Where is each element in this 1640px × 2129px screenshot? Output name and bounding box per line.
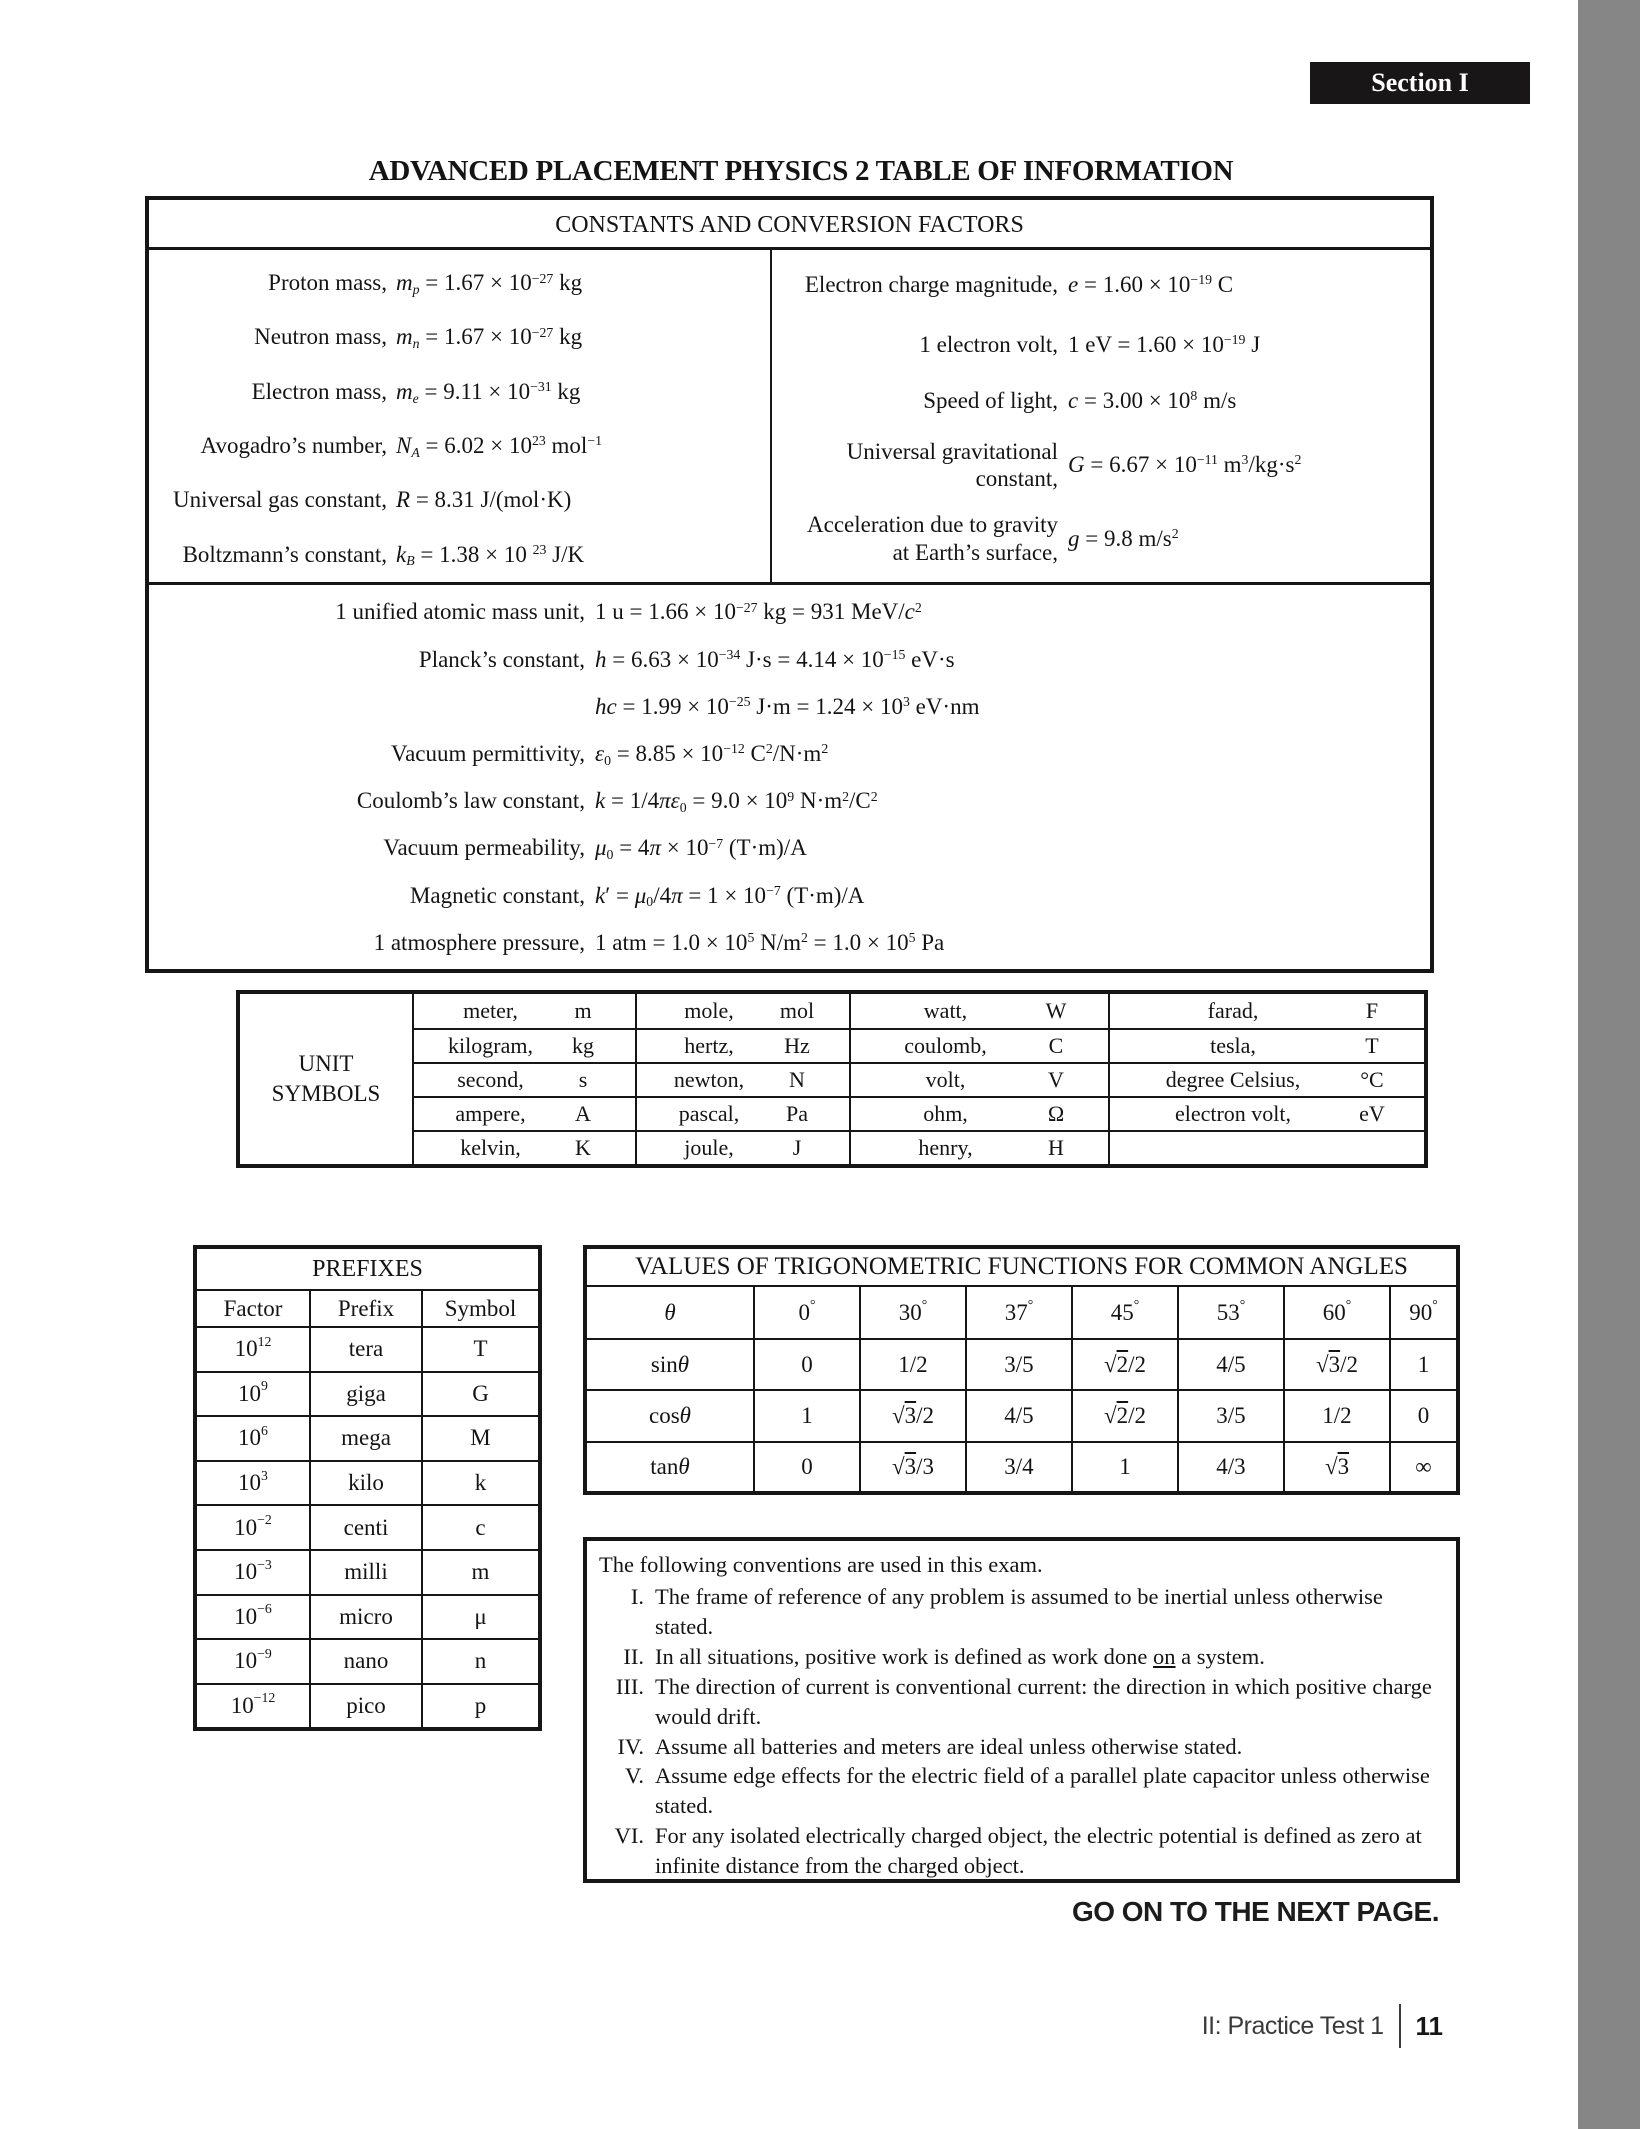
- convention-item: [599, 1761, 1444, 1821]
- convention-item: [599, 1821, 1444, 1881]
- unit-symbol: m: [574, 998, 592, 1023]
- prefixes-header-symbol: Symbol: [421, 1289, 538, 1326]
- prefix-name: mega: [309, 1415, 421, 1460]
- prefix-factor: 10 $^{-12}$: [197, 1683, 309, 1728]
- page-footer: [1202, 2004, 1443, 2048]
- prefix-name: milli: [309, 1549, 421, 1594]
- trig-value: 3/4: [965, 1441, 1071, 1491]
- trig-header-angle: 30 °: [859, 1285, 965, 1338]
- constant-value: g = 9.8 $m/s^2$: [1068, 525, 1179, 551]
- constant-label: Universal gas constant,: [173, 487, 387, 513]
- constant-label: Vacuum permeability,: [383, 835, 585, 861]
- conventions-intro: The following conventions are used in this exam.: [599, 1552, 1043, 1577]
- constant-row: [149, 419, 770, 473]
- unit-cell: [849, 994, 1108, 1028]
- trig-row-label: sin θ: [587, 1338, 753, 1389]
- unit-symbol: F: [1365, 998, 1379, 1023]
- trig-value: 1: [753, 1389, 859, 1441]
- trig-value: √ 3 /3: [859, 1441, 965, 1491]
- convention-text: The direction of current is conventional current: the direction in which positive charge would drift.: [655, 1673, 1432, 1729]
- constant-label: Boltzmann’s constant,: [182, 541, 387, 567]
- prefix-symbol: c: [421, 1504, 538, 1549]
- prefix-factor: 10 $^{-6}$: [197, 1594, 309, 1639]
- unit-cell: [412, 1096, 635, 1130]
- constant-value: $k_B = 1.38 \times 10$ $^{23}$ J/K: [396, 541, 585, 569]
- constants-table: [145, 196, 1434, 973]
- unit-symbol: Pa: [786, 1101, 808, 1126]
- convention-item: [599, 1582, 1444, 1642]
- trig-value: √ 2 /2: [1071, 1389, 1177, 1441]
- prefixes-table: [193, 1245, 542, 1731]
- unit-symbol: C: [1048, 1033, 1064, 1058]
- prefix-symbol: M: [421, 1415, 538, 1460]
- trig-header-angle: 45 °: [1071, 1285, 1177, 1338]
- conventions-box: [583, 1537, 1460, 1883]
- constant-row: [772, 429, 1430, 501]
- prefix-symbol: μ: [421, 1594, 538, 1639]
- unit-name: kelvin,: [460, 1135, 521, 1160]
- prefix-symbol: G: [421, 1371, 538, 1416]
- page-title: ADVANCED PLACEMENT PHYSICS 2 TABLE OF INFORMATION: [368, 155, 1234, 187]
- trig-values-table: [583, 1245, 1460, 1495]
- trig-value: √ 2 /2: [1071, 1338, 1177, 1389]
- convention-item: [599, 1672, 1444, 1732]
- unit-cell: [849, 1130, 1108, 1164]
- unit-name: second,: [457, 1067, 524, 1092]
- constant-label: 1 electron volt,: [919, 331, 1058, 357]
- constant-row: [772, 254, 1430, 316]
- unit-symbol: Ω: [1047, 1101, 1065, 1126]
- unit-cell: [1108, 994, 1424, 1028]
- prefixes-header-prefix: Prefix: [309, 1289, 421, 1326]
- constant-row: [149, 256, 770, 310]
- prefixes-header-factor: Factor: [197, 1289, 309, 1326]
- convention-text: In all situations, positive work is defined as work done on a system.: [655, 1643, 1265, 1669]
- prefix-name: tera: [309, 1326, 421, 1371]
- section-badge: Section I: [1310, 62, 1530, 104]
- trig-value: √ 3 /2: [859, 1389, 965, 1441]
- constant-row: [149, 778, 1430, 825]
- trig-value: 4/5: [965, 1389, 1071, 1441]
- unit-name: ampere,: [455, 1101, 526, 1126]
- constant-value: $G = 6.67 \times 10^{-11}$ $m^3/kg\cdot s^2$: [1068, 452, 1302, 477]
- prefix-symbol: T: [421, 1326, 538, 1371]
- constant-value: $N_A = 6.02 \times 10^{23}$ mol$^{-1}$: [396, 433, 602, 460]
- page-number: 11: [1415, 2010, 1443, 2041]
- constant-row: [149, 365, 770, 419]
- unit-cell: [635, 994, 849, 1028]
- constant-label: Universal gravitational constant,: [846, 438, 1058, 491]
- constant-label: Magnetic constant,: [409, 882, 585, 908]
- prefix-factor: 10 $^{-3}$: [197, 1549, 309, 1594]
- unit-symbol: J: [792, 1135, 802, 1160]
- unit-name: hertz,: [684, 1033, 734, 1058]
- convention-numeral: I.: [630, 1583, 644, 1609]
- unit-name: joule,: [684, 1135, 734, 1160]
- constant-row: [772, 316, 1430, 373]
- prefix-name: centi: [309, 1504, 421, 1549]
- constant-label: Planck’s constant,: [418, 646, 585, 672]
- convention-numeral: VI.: [614, 1823, 644, 1849]
- unit-symbol: V: [1048, 1067, 1064, 1092]
- unit-cell: [849, 1028, 1108, 1062]
- unit-cell: [635, 1096, 849, 1130]
- trig-row-label: cos θ: [587, 1389, 753, 1441]
- prefix-name: giga: [309, 1371, 421, 1416]
- prefix-name: micro: [309, 1594, 421, 1639]
- go-on-instruction: GO ON TO THE NEXT PAGE.: [1071, 1896, 1439, 1927]
- constant-value: $\varepsilon_0 = 8.85 \times 10^{-12}$ $C^2/N\cdot m^2$: [595, 740, 829, 768]
- constant-value: $k = 1/4\pi\varepsilon_0 = 9.0 \times 10^9$ $N\cdot m^2/C^2$: [595, 788, 878, 815]
- constant-row: [149, 872, 1430, 919]
- trig-value: √ 3 /2: [1283, 1338, 1389, 1389]
- prefixes-title: PREFIXES: [312, 1255, 423, 1282]
- convention-text: Assume all batteries and meters are ideal unless otherwise stated.: [655, 1733, 1243, 1759]
- constant-row: [149, 730, 1430, 777]
- convention-numeral: V.: [625, 1763, 644, 1789]
- trig-value: 1/2: [1283, 1389, 1389, 1441]
- trig-value: 0: [753, 1441, 859, 1491]
- prefix-factor: 10 $^3$: [197, 1460, 309, 1505]
- trig-value: 0: [1389, 1389, 1456, 1441]
- trig-header-theta: θ: [587, 1285, 753, 1338]
- unit-name: degree Celsius,: [1165, 1067, 1301, 1092]
- prefix-symbol: n: [421, 1638, 538, 1683]
- constant-label: 1 unified atomic mass unit,: [335, 599, 585, 625]
- unit-cell: [1108, 1062, 1424, 1096]
- constant-value: 1 $u = 1.66 \times 10^{-27}$ kg = 931 MeV/$c^2$: [595, 599, 922, 625]
- constant-value: $k' = \mu_0/4\pi = 1 \times 10^{-7}$ (T·m)/A: [595, 882, 865, 910]
- prefix-name: pico: [309, 1683, 421, 1728]
- constants-lower-section: [149, 582, 1430, 970]
- constants-right-column: [772, 250, 1430, 582]
- constant-row: [149, 589, 1430, 636]
- trig-header-angle: 37 °: [965, 1285, 1071, 1338]
- unit-name: watt,: [923, 998, 968, 1023]
- prefix-name: kilo: [309, 1460, 421, 1505]
- unit-name: henry,: [918, 1135, 973, 1160]
- convention-text: For any isolated electrically charged object, the electric potential is defined as zero at infinite distance from the charged object.: [655, 1823, 1422, 1879]
- unit-cell: [412, 994, 635, 1028]
- trig-value: 3/5: [1177, 1389, 1283, 1441]
- unit-name: newton,: [673, 1067, 745, 1092]
- trig-value: 1: [1071, 1441, 1177, 1491]
- trig-value: 1/2: [859, 1338, 965, 1389]
- unit-symbol: K: [575, 1135, 591, 1160]
- constant-label: Electron mass,: [251, 378, 387, 404]
- unit-symbol: s: [578, 1067, 588, 1092]
- constant-label: Coulomb’s law constant,: [356, 788, 585, 814]
- trig-header-angle: 0 °: [753, 1285, 859, 1338]
- footer-book-label: II: Practice Test 1: [1201, 2011, 1384, 2040]
- unit-symbol: eV: [1359, 1101, 1385, 1126]
- constant-label: Speed of light,: [923, 388, 1058, 414]
- constant-row: [149, 825, 1430, 872]
- constant-row: [772, 501, 1430, 576]
- prefix-factor: 10 $^6$: [197, 1415, 309, 1460]
- constants-left-column: [149, 250, 772, 582]
- unit-name: farad,: [1207, 998, 1259, 1023]
- prefix-factor: 10 $^{-2}$: [197, 1504, 309, 1549]
- unit-symbol: W: [1045, 998, 1067, 1023]
- unit-name: pascal,: [678, 1101, 740, 1126]
- convention-numeral: II.: [623, 1643, 644, 1669]
- trig-value: 1: [1389, 1338, 1456, 1389]
- unit-cell: [849, 1062, 1108, 1096]
- page-edge-strip: [1578, 0, 1640, 2129]
- trig-value: 3/5: [965, 1338, 1071, 1389]
- constant-value: $m_e = 9.11 \times 10^{-31}$ kg: [396, 378, 581, 406]
- unit-cell: [635, 1062, 849, 1096]
- constant-label: Electron charge magnitude,: [804, 272, 1058, 298]
- prefix-symbol: p: [421, 1683, 538, 1728]
- prefix-factor: 10 $^{-9}$: [197, 1638, 309, 1683]
- constant-value: 1 atm = $1.0 \times 10^5$ $N/m^2 = 1.0 \times 10^5$ Pa: [595, 929, 945, 955]
- trig-value: ∞: [1389, 1441, 1456, 1491]
- constant-label: Vacuum permittivity,: [391, 740, 585, 766]
- convention-numeral: III.: [615, 1673, 644, 1699]
- constant-row: [149, 473, 770, 527]
- unit-cell: [412, 1130, 635, 1164]
- constant-label: Acceleration due to gravity at Earth’s surface,: [807, 512, 1058, 565]
- prefix-symbol: k: [421, 1460, 538, 1505]
- unit-cell-empty: [1108, 1130, 1424, 1164]
- trig-header-angle: 60 °: [1283, 1285, 1389, 1338]
- constant-row: [149, 683, 1430, 730]
- convention-item: [599, 1732, 1444, 1762]
- unit-cell: [635, 1130, 849, 1164]
- unit-symbols-row-label: UNIT SYMBOLS: [271, 1051, 381, 1106]
- unit-symbol: mol: [779, 998, 815, 1023]
- footer-divider: [1399, 2004, 1401, 2048]
- convention-item: [599, 1642, 1444, 1672]
- constant-label: Neutron mass,: [254, 324, 387, 350]
- trig-header-angle: 53 °: [1177, 1285, 1283, 1338]
- constant-row: [149, 527, 770, 581]
- prefix-factor: 10 $^9$: [197, 1371, 309, 1416]
- convention-text: Assume edge effects for the electric field of a parallel plate capacitor unless otherwise stated.: [655, 1763, 1430, 1819]
- constant-value: $m_n = 1.67 \times 10^{-27}$ kg: [396, 324, 583, 352]
- constant-value: $h = 6.63 \times 10^{-34}$ $J\cdot s = 4.14 \times 10^{-15}$ eV·s: [595, 646, 955, 672]
- unit-name: meter,: [463, 998, 518, 1023]
- constant-value: 1 eV = $1.60 \times 10^{-19}$ J: [1068, 331, 1261, 357]
- unit-symbol: °C: [1360, 1067, 1384, 1092]
- unit-name: volt,: [925, 1067, 966, 1092]
- trig-value: 0: [753, 1338, 859, 1389]
- constants-upper-section: [149, 250, 1430, 582]
- unit-symbols-table: [236, 990, 1428, 1168]
- unit-name: electron volt,: [1174, 1101, 1292, 1126]
- constant-value: $\mu_0 = 4\pi \times 10^{-7}$ (T·m)/A: [595, 835, 807, 863]
- trig-row-label: tan θ: [587, 1441, 753, 1491]
- convention-text: The frame of reference of any problem is assumed to be inertial unless otherwise stated.: [655, 1583, 1383, 1639]
- constant-value: $c = 3.00 \times 10^8$ m/s: [1068, 388, 1237, 413]
- constant-label: Avogadro’s number,: [200, 433, 387, 459]
- prefix-symbol: m: [421, 1549, 538, 1594]
- prefix-name: nano: [309, 1638, 421, 1683]
- unit-symbol: N: [789, 1067, 805, 1092]
- unit-name: ohm,: [923, 1101, 968, 1126]
- constant-row: [149, 919, 1430, 966]
- unit-name: coulomb,: [904, 1033, 987, 1058]
- constant-row: [149, 310, 770, 364]
- trig-value: √ 3: [1283, 1441, 1389, 1491]
- unit-symbol: T: [1365, 1033, 1379, 1058]
- trig-table-title: VALUES OF TRIGONOMETRIC FUNCTIONS FOR COMMON ANGLES: [635, 1253, 1408, 1280]
- constant-label: 1 atmosphere pressure,: [373, 929, 585, 955]
- unit-symbol: Hz: [784, 1033, 810, 1058]
- unit-cell: [412, 1062, 635, 1096]
- unit-cell: [635, 1028, 849, 1062]
- unit-cell: [1108, 1028, 1424, 1062]
- constant-value: $e = 1.60 \times 10^{-19}$ C: [1068, 272, 1234, 297]
- unit-cell: [849, 1096, 1108, 1130]
- constant-value: R = 8.31 J/(mol·K): [396, 487, 572, 513]
- unit-name: tesla,: [1210, 1033, 1256, 1058]
- unit-symbol: A: [575, 1101, 591, 1126]
- unit-cell: [412, 1028, 635, 1062]
- unit-symbol: H: [1048, 1135, 1064, 1160]
- constant-label: Proton mass,: [268, 270, 387, 296]
- constant-row: [772, 373, 1430, 429]
- unit-name: mole,: [684, 998, 734, 1023]
- constant-value: hc = $1.99 \times 10^{-25}$ $J\cdot m = 1.24 \times 10^3$ eV·nm: [595, 693, 980, 719]
- convention-numeral: IV.: [617, 1733, 644, 1759]
- unit-cell: [1108, 1096, 1424, 1130]
- unit-name: kilogram,: [448, 1033, 533, 1058]
- trig-value: 4/5: [1177, 1338, 1283, 1389]
- constants-table-header: CONSTANTS AND CONVERSION FACTORS: [149, 200, 1430, 250]
- trig-value: 4/3: [1177, 1441, 1283, 1491]
- trig-header-angle: 90 °: [1389, 1285, 1456, 1338]
- constant-row: [149, 636, 1430, 683]
- prefix-factor: 10 $^{12}$: [197, 1326, 309, 1371]
- unit-symbol: kg: [572, 1033, 594, 1058]
- constant-value: $m_p = 1.67 \times 10^{-27}$ kg: [396, 270, 583, 297]
